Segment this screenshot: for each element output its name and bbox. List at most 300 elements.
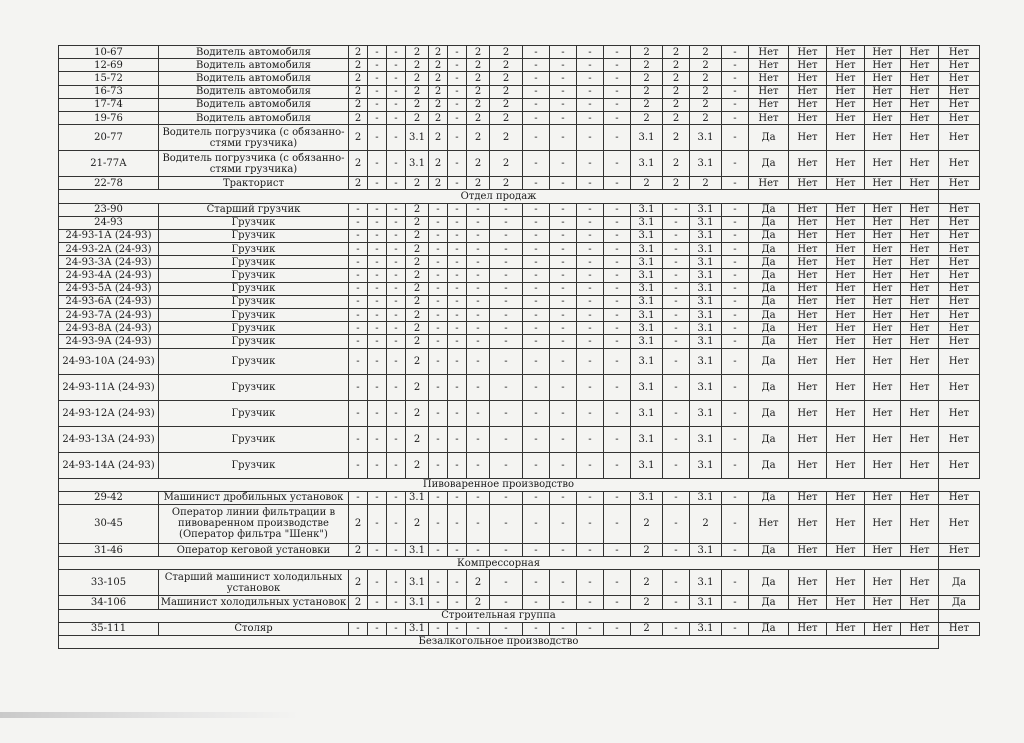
value-cell: Нет: [901, 400, 939, 426]
value-cell: Нет: [789, 177, 827, 190]
value-cell: Да: [939, 596, 980, 609]
value-cell: Нет: [789, 426, 827, 452]
value-cell: Нет: [827, 85, 865, 98]
value-cell: -: [448, 504, 467, 543]
value-cell: -: [349, 335, 368, 348]
value-cell: 2: [663, 46, 690, 59]
value-cell: Нет: [827, 596, 865, 609]
value-cell: 2: [349, 46, 368, 59]
job-title-cell: Столяр: [159, 622, 349, 635]
value-cell: 3.1: [406, 570, 429, 596]
value-cell: 2: [429, 98, 448, 111]
value-cell: -: [349, 203, 368, 216]
value-cell: -: [448, 622, 467, 635]
value-cell: -: [663, 243, 690, 256]
value-cell: -: [368, 309, 387, 322]
value-cell: 3.1: [690, 400, 722, 426]
value-cell: -: [577, 282, 604, 295]
value-cell: Нет: [901, 426, 939, 452]
value-cell: -: [368, 570, 387, 596]
workplace-code-cell: 19-76: [59, 111, 159, 124]
value-cell: -: [550, 335, 577, 348]
value-cell: 2: [690, 98, 722, 111]
value-cell: 2: [690, 85, 722, 98]
value-cell: -: [722, 46, 749, 59]
value-cell: -: [663, 309, 690, 322]
value-cell: -: [387, 59, 406, 72]
value-cell: -: [550, 98, 577, 111]
value-cell: -: [604, 72, 631, 85]
value-cell: Нет: [865, 269, 901, 282]
value-cell: -: [448, 59, 467, 72]
value-cell: Да: [749, 282, 789, 295]
value-cell: -: [577, 348, 604, 374]
value-cell: 3.1: [631, 322, 663, 335]
value-cell: -: [523, 622, 550, 635]
value-cell: -: [722, 98, 749, 111]
value-cell: Нет: [901, 177, 939, 190]
value-cell: -: [368, 111, 387, 124]
value-cell: -: [387, 151, 406, 177]
value-cell: 2: [406, 111, 429, 124]
value-cell: Нет: [901, 46, 939, 59]
value-cell: -: [523, 269, 550, 282]
value-cell: Нет: [939, 309, 980, 322]
value-cell: Нет: [939, 269, 980, 282]
value-cell: -: [604, 59, 631, 72]
value-cell: 2: [467, 111, 490, 124]
value-cell: -: [429, 504, 448, 543]
workplace-code-cell: 24-93-3А (24-93): [59, 256, 159, 269]
value-cell: 3.1: [690, 229, 722, 242]
value-cell: Нет: [865, 426, 901, 452]
value-cell: 2: [349, 59, 368, 72]
value-cell: -: [577, 125, 604, 151]
job-title-cell: Грузчик: [159, 335, 349, 348]
job-title-cell: Водитель автомобиля: [159, 111, 349, 124]
value-cell: Нет: [749, 111, 789, 124]
value-cell: -: [467, 269, 490, 282]
value-cell: 2: [467, 85, 490, 98]
value-cell: -: [604, 309, 631, 322]
value-cell: -: [550, 46, 577, 59]
table-row: [59, 335, 980, 348]
value-cell: -: [523, 177, 550, 190]
value-cell: Нет: [901, 322, 939, 335]
value-cell: -: [467, 335, 490, 348]
value-cell: -: [448, 282, 467, 295]
job-title-cell: Грузчик: [159, 400, 349, 426]
value-cell: -: [577, 151, 604, 177]
value-cell: Да: [749, 229, 789, 242]
value-cell: Нет: [939, 98, 980, 111]
value-cell: -: [490, 269, 523, 282]
value-cell: 2: [467, 177, 490, 190]
value-cell: -: [368, 216, 387, 229]
value-cell: -: [523, 151, 550, 177]
table-row: [59, 348, 980, 374]
value-cell: 2: [490, 98, 523, 111]
value-cell: Нет: [789, 622, 827, 635]
value-cell: -: [368, 229, 387, 242]
section-title: Пивоваренное производство: [59, 478, 939, 491]
value-cell: -: [490, 348, 523, 374]
value-cell: 3.1: [406, 622, 429, 635]
value-cell: -: [368, 426, 387, 452]
value-cell: -: [387, 491, 406, 504]
value-cell: -: [722, 504, 749, 543]
value-cell: -: [550, 111, 577, 124]
value-cell: -: [429, 203, 448, 216]
value-cell: -: [523, 203, 550, 216]
value-cell: -: [349, 309, 368, 322]
table-row: [59, 229, 980, 242]
value-cell: Нет: [901, 282, 939, 295]
value-cell: -: [368, 269, 387, 282]
value-cell: -: [387, 72, 406, 85]
value-cell: Нет: [789, 216, 827, 229]
value-cell: -: [550, 203, 577, 216]
workplace-code-cell: 31-46: [59, 543, 159, 556]
value-cell: -: [604, 229, 631, 242]
value-cell: Нет: [901, 98, 939, 111]
value-cell: -: [490, 622, 523, 635]
value-cell: -: [663, 426, 690, 452]
value-cell: -: [448, 177, 467, 190]
value-cell: -: [604, 203, 631, 216]
value-cell: -: [448, 203, 467, 216]
job-title-cell: Грузчик: [159, 452, 349, 478]
value-cell: -: [523, 348, 550, 374]
value-cell: -: [550, 256, 577, 269]
value-cell: Да: [749, 570, 789, 596]
value-cell: -: [523, 426, 550, 452]
value-cell: Нет: [901, 570, 939, 596]
job-title-cell: Грузчик: [159, 216, 349, 229]
value-cell: Нет: [865, 111, 901, 124]
value-cell: -: [429, 322, 448, 335]
value-cell: -: [490, 596, 523, 609]
value-cell: -: [349, 243, 368, 256]
value-cell: 2: [349, 543, 368, 556]
value-cell: Нет: [865, 177, 901, 190]
value-cell: -: [722, 400, 749, 426]
value-cell: -: [577, 111, 604, 124]
value-cell: -: [604, 111, 631, 124]
value-cell: -: [448, 243, 467, 256]
value-cell: -: [467, 348, 490, 374]
table-row: [59, 543, 980, 556]
value-cell: -: [663, 295, 690, 308]
value-cell: -: [387, 229, 406, 242]
value-cell: Нет: [789, 269, 827, 282]
value-cell: -: [663, 322, 690, 335]
value-cell: -: [577, 59, 604, 72]
table-row: [59, 596, 980, 609]
value-cell: Нет: [827, 269, 865, 282]
value-cell: Нет: [939, 335, 980, 348]
value-cell: 3.1: [690, 269, 722, 282]
value-cell: -: [663, 374, 690, 400]
value-cell: Нет: [939, 426, 980, 452]
workplace-code-cell: 33-105: [59, 570, 159, 596]
value-cell: -: [722, 622, 749, 635]
value-cell: -: [448, 111, 467, 124]
value-cell: Нет: [789, 203, 827, 216]
value-cell: -: [604, 295, 631, 308]
value-cell: 2: [490, 85, 523, 98]
value-cell: -: [604, 322, 631, 335]
value-cell: Нет: [939, 504, 980, 543]
table-row: [59, 216, 980, 229]
workplace-code-cell: 21-77А: [59, 151, 159, 177]
value-cell: 2: [663, 85, 690, 98]
value-cell: Нет: [939, 151, 980, 177]
value-cell: 2: [663, 111, 690, 124]
value-cell: 2: [349, 72, 368, 85]
value-cell: Нет: [749, 98, 789, 111]
value-cell: 2: [406, 229, 429, 242]
value-cell: -: [467, 400, 490, 426]
value-cell: -: [523, 98, 550, 111]
value-cell: Нет: [865, 322, 901, 335]
value-cell: -: [448, 256, 467, 269]
value-cell: Нет: [789, 111, 827, 124]
value-cell: -: [387, 256, 406, 269]
table-row: [59, 426, 980, 452]
value-cell: Нет: [865, 596, 901, 609]
value-cell: -: [577, 203, 604, 216]
job-title-cell: Грузчик: [159, 426, 349, 452]
value-cell: Нет: [865, 452, 901, 478]
value-cell: -: [550, 177, 577, 190]
value-cell: 3.1: [406, 125, 429, 151]
value-cell: 2: [663, 72, 690, 85]
value-cell: 2: [490, 125, 523, 151]
value-cell: -: [722, 243, 749, 256]
value-cell: -: [550, 59, 577, 72]
value-cell: -: [722, 374, 749, 400]
value-cell: -: [604, 177, 631, 190]
value-cell: -: [467, 322, 490, 335]
value-cell: -: [577, 570, 604, 596]
value-cell: -: [604, 243, 631, 256]
value-cell: -: [550, 400, 577, 426]
value-cell: 2: [467, 46, 490, 59]
value-cell: 3.1: [690, 322, 722, 335]
value-cell: -: [663, 282, 690, 295]
value-cell: -: [429, 269, 448, 282]
value-cell: -: [368, 491, 387, 504]
job-title-cell: Водитель автомобиля: [159, 98, 349, 111]
value-cell: Нет: [865, 282, 901, 295]
value-cell: -: [490, 203, 523, 216]
value-cell: 2: [467, 151, 490, 177]
value-cell: -: [550, 504, 577, 543]
job-title-cell: Грузчик: [159, 269, 349, 282]
value-cell: -: [523, 543, 550, 556]
value-cell: Нет: [865, 229, 901, 242]
value-cell: Нет: [901, 229, 939, 242]
value-cell: 2: [406, 216, 429, 229]
value-cell: Нет: [865, 203, 901, 216]
value-cell: 2: [690, 59, 722, 72]
value-cell: Нет: [901, 256, 939, 269]
value-cell: Нет: [865, 570, 901, 596]
value-cell: 2: [349, 177, 368, 190]
value-cell: -: [523, 504, 550, 543]
value-cell: -: [604, 85, 631, 98]
value-cell: -: [448, 46, 467, 59]
value-cell: Нет: [749, 504, 789, 543]
value-cell: Нет: [789, 125, 827, 151]
value-cell: -: [604, 491, 631, 504]
value-cell: -: [550, 216, 577, 229]
value-cell: -: [387, 426, 406, 452]
value-cell: 3.1: [690, 309, 722, 322]
value-cell: Нет: [789, 543, 827, 556]
value-cell: Нет: [749, 46, 789, 59]
value-cell: 2: [349, 98, 368, 111]
value-cell: Нет: [827, 282, 865, 295]
value-cell: Нет: [939, 256, 980, 269]
value-cell: Нет: [749, 59, 789, 72]
value-cell: -: [577, 374, 604, 400]
value-cell: Нет: [901, 374, 939, 400]
value-cell: -: [490, 543, 523, 556]
value-cell: -: [722, 295, 749, 308]
value-cell: -: [467, 504, 490, 543]
value-cell: -: [429, 570, 448, 596]
value-cell: 3.1: [690, 282, 722, 295]
value-cell: Нет: [789, 504, 827, 543]
workplace-code-cell: 24-93-6А (24-93): [59, 295, 159, 308]
value-cell: 3.1: [690, 335, 722, 348]
value-cell: -: [663, 491, 690, 504]
value-cell: -: [550, 348, 577, 374]
value-cell: -: [577, 426, 604, 452]
value-cell: -: [429, 216, 448, 229]
value-cell: 2: [406, 348, 429, 374]
value-cell: -: [429, 229, 448, 242]
value-cell: -: [448, 348, 467, 374]
table-row: [59, 622, 980, 635]
value-cell: Нет: [789, 452, 827, 478]
value-cell: -: [722, 282, 749, 295]
value-cell: -: [663, 504, 690, 543]
value-cell: -: [368, 374, 387, 400]
value-cell: 2: [406, 98, 429, 111]
value-cell: Нет: [939, 243, 980, 256]
value-cell: -: [368, 85, 387, 98]
value-cell: -: [448, 452, 467, 478]
value-cell: Да: [749, 243, 789, 256]
table-row: [59, 177, 980, 190]
value-cell: Нет: [901, 491, 939, 504]
value-cell: Нет: [901, 72, 939, 85]
value-cell: -: [523, 322, 550, 335]
value-cell: -: [448, 491, 467, 504]
job-title-cell: Грузчик: [159, 295, 349, 308]
value-cell: 3.1: [631, 348, 663, 374]
value-cell: -: [490, 400, 523, 426]
value-cell: -: [490, 216, 523, 229]
value-cell: Нет: [901, 151, 939, 177]
value-cell: Нет: [827, 229, 865, 242]
value-cell: Нет: [827, 59, 865, 72]
value-cell: -: [448, 216, 467, 229]
value-cell: -: [577, 491, 604, 504]
value-cell: Нет: [865, 622, 901, 635]
value-cell: 3.1: [690, 374, 722, 400]
value-cell: -: [467, 426, 490, 452]
value-cell: -: [368, 177, 387, 190]
value-cell: -: [577, 46, 604, 59]
job-title-cell: Водитель автомобиля: [159, 85, 349, 98]
value-cell: -: [722, 426, 749, 452]
value-cell: 2: [349, 85, 368, 98]
workplace-code-cell: 24-93: [59, 216, 159, 229]
value-cell: Нет: [827, 243, 865, 256]
value-cell: 3.1: [690, 348, 722, 374]
value-cell: 2: [467, 59, 490, 72]
value-cell: -: [387, 295, 406, 308]
value-cell: -: [429, 295, 448, 308]
value-cell: -: [550, 282, 577, 295]
table-row: [59, 98, 980, 111]
table-row: [59, 256, 980, 269]
value-cell: -: [387, 203, 406, 216]
value-cell: 2: [631, 596, 663, 609]
value-cell: -: [722, 72, 749, 85]
value-cell: -: [663, 256, 690, 269]
value-cell: -: [387, 177, 406, 190]
value-cell: Нет: [749, 72, 789, 85]
value-cell: Нет: [939, 374, 980, 400]
value-cell: 2: [406, 322, 429, 335]
value-cell: Нет: [939, 322, 980, 335]
value-cell: Нет: [865, 72, 901, 85]
value-cell: 3.1: [690, 452, 722, 478]
value-cell: Нет: [827, 295, 865, 308]
value-cell: Нет: [827, 72, 865, 85]
value-cell: -: [523, 46, 550, 59]
value-cell: 2: [406, 426, 429, 452]
value-cell: 3.1: [690, 596, 722, 609]
value-cell: Нет: [827, 400, 865, 426]
value-cell: -: [387, 125, 406, 151]
value-cell: 3.1: [631, 491, 663, 504]
value-cell: -: [349, 452, 368, 478]
value-cell: -: [523, 400, 550, 426]
value-cell: Нет: [939, 622, 980, 635]
value-cell: -: [368, 622, 387, 635]
value-cell: Нет: [827, 309, 865, 322]
value-cell: 3.1: [690, 243, 722, 256]
workplace-code-cell: 24-93-9А (24-93): [59, 335, 159, 348]
value-cell: Нет: [789, 596, 827, 609]
value-cell: -: [550, 85, 577, 98]
value-cell: 2: [663, 151, 690, 177]
workplace-code-cell: 24-93-12А (24-93): [59, 400, 159, 426]
value-cell: -: [490, 504, 523, 543]
job-title-cell: Грузчик: [159, 348, 349, 374]
workplace-code-cell: 24-93-4А (24-93): [59, 269, 159, 282]
value-cell: -: [387, 111, 406, 124]
value-cell: -: [722, 309, 749, 322]
value-cell: Нет: [789, 322, 827, 335]
value-cell: -: [368, 72, 387, 85]
